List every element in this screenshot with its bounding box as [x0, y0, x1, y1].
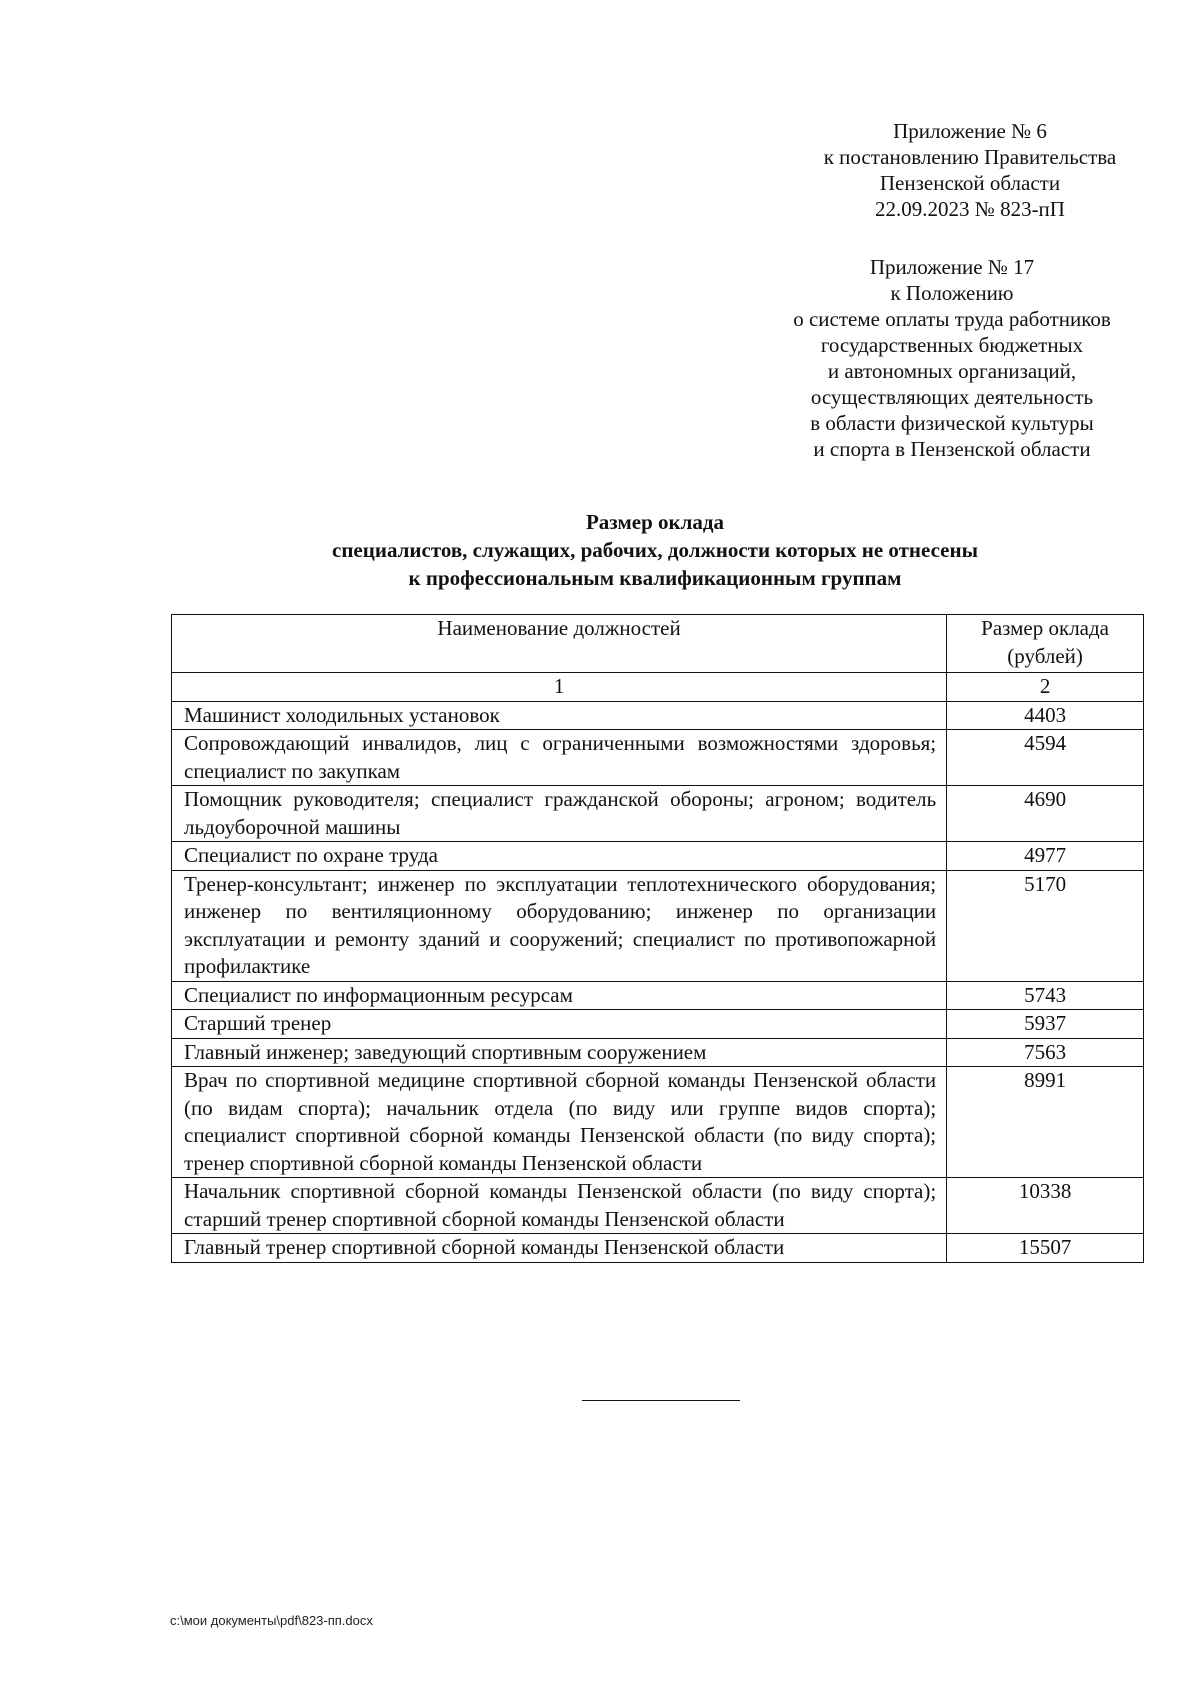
- table-row: [172, 842, 1144, 871]
- table-row: [172, 730, 1144, 786]
- table-row: [172, 870, 1144, 981]
- salary-cell: 5170: [947, 870, 1144, 981]
- annex-6-line: Пензенской области: [879, 171, 1061, 195]
- position-cell: Старший тренер: [172, 1010, 947, 1039]
- position-cell: Специалист по охране труда: [172, 842, 947, 871]
- annex-17-line: и автономных организаций,: [827, 359, 1077, 383]
- position-cell: Машинист холодильных установок: [172, 701, 947, 730]
- column-number: 1: [172, 673, 947, 702]
- position-cell: Врач по спортивной медицине спортивной сборной команды Пензенской области (по видам спорта); начальник отдела (по виду или группе видов спорта); специалист спортивной сборной команды Пензенской области (по виду спорта); тренер спортивной сборной команды Пензенской области: [172, 1067, 947, 1178]
- table-row: [172, 1067, 1144, 1178]
- table-row: [172, 1038, 1144, 1067]
- position-cell: Сопровождающий инвалидов, лиц с ограниченными возможностями здоровья; специалист по закупкам: [172, 730, 947, 786]
- annex-6-line: Приложение № 6: [893, 119, 1047, 143]
- annex-6-line: к постановлению Правительства: [823, 145, 1117, 169]
- annex-17-block: [732, 254, 1172, 462]
- table-row: [172, 701, 1144, 730]
- footer-file-path: c:\мои документы\pdf\823-пп.docx: [170, 1613, 373, 1628]
- position-cell: Главный инженер; заведующий спортивным сооружением: [172, 1038, 947, 1067]
- annex-6-block: [750, 118, 1190, 222]
- column-number: 2: [947, 673, 1144, 702]
- annex-6-line: 22.09.2023 № 823-пП: [875, 197, 1065, 221]
- table-row: [172, 786, 1144, 842]
- salary-cell: 8991: [947, 1067, 1144, 1178]
- annex-17-line: осуществляющих деятельность: [810, 385, 1094, 409]
- document-title: [170, 508, 1140, 592]
- table-row: [172, 1010, 1144, 1039]
- header-salary: Размер оклада (рублей): [947, 615, 1144, 673]
- title-line: специалистов, служащих, рабочих, должности которых не отнесены: [332, 538, 978, 562]
- salary-cell: 7563: [947, 1038, 1144, 1067]
- salary-cell: 4403: [947, 701, 1144, 730]
- salary-table: [171, 614, 1144, 1263]
- title-line: Размер оклада: [585, 510, 725, 534]
- table-row: [172, 981, 1144, 1010]
- salary-cell: 4594: [947, 730, 1144, 786]
- salary-cell: 4977: [947, 842, 1144, 871]
- table-row: [172, 1234, 1144, 1263]
- header-position: Наименование должностей: [172, 615, 947, 673]
- position-cell: Специалист по информационным ресурсам: [172, 981, 947, 1010]
- position-cell: Главный тренер спортивной сборной команды Пензенской области: [172, 1234, 947, 1263]
- annex-17-line: государственных бюджетных: [820, 333, 1084, 357]
- salary-cell: 10338: [947, 1178, 1144, 1234]
- annex-17-line: и спорта в Пензенской области: [813, 437, 1091, 461]
- title-line: к профессиональным квалификационным группам: [408, 566, 902, 590]
- annex-17-line: о системе оплаты труда работников: [793, 307, 1111, 331]
- annex-17-line: в области физической культуры: [810, 411, 1094, 435]
- position-cell: Тренер-консультант; инженер по эксплуатации теплотехнического оборудования; инженер по вентиляционному оборудованию; инженер по организации эксплуатации и ремонту зданий и сооружений; специалист по противопожарной профилактике: [172, 870, 947, 981]
- end-divider: [582, 1400, 740, 1401]
- salary-cell: 4690: [947, 786, 1144, 842]
- table-header-row: [172, 615, 1144, 673]
- annex-17-line: к Положению: [890, 281, 1014, 305]
- table-row: [172, 1178, 1144, 1234]
- salary-cell: 5743: [947, 981, 1144, 1010]
- position-cell: Начальник спортивной сборной команды Пензенской области (по виду спорта); старший тренер спортивной сборной команды Пензенской области: [172, 1178, 947, 1234]
- salary-cell: 15507: [947, 1234, 1144, 1263]
- table-numbering-row: [172, 673, 1144, 702]
- position-cell: Помощник руководителя; специалист гражданской обороны; агроном; водитель льдоуборочной машины: [172, 786, 947, 842]
- salary-cell: 5937: [947, 1010, 1144, 1039]
- annex-17-line: Приложение № 17: [869, 255, 1035, 279]
